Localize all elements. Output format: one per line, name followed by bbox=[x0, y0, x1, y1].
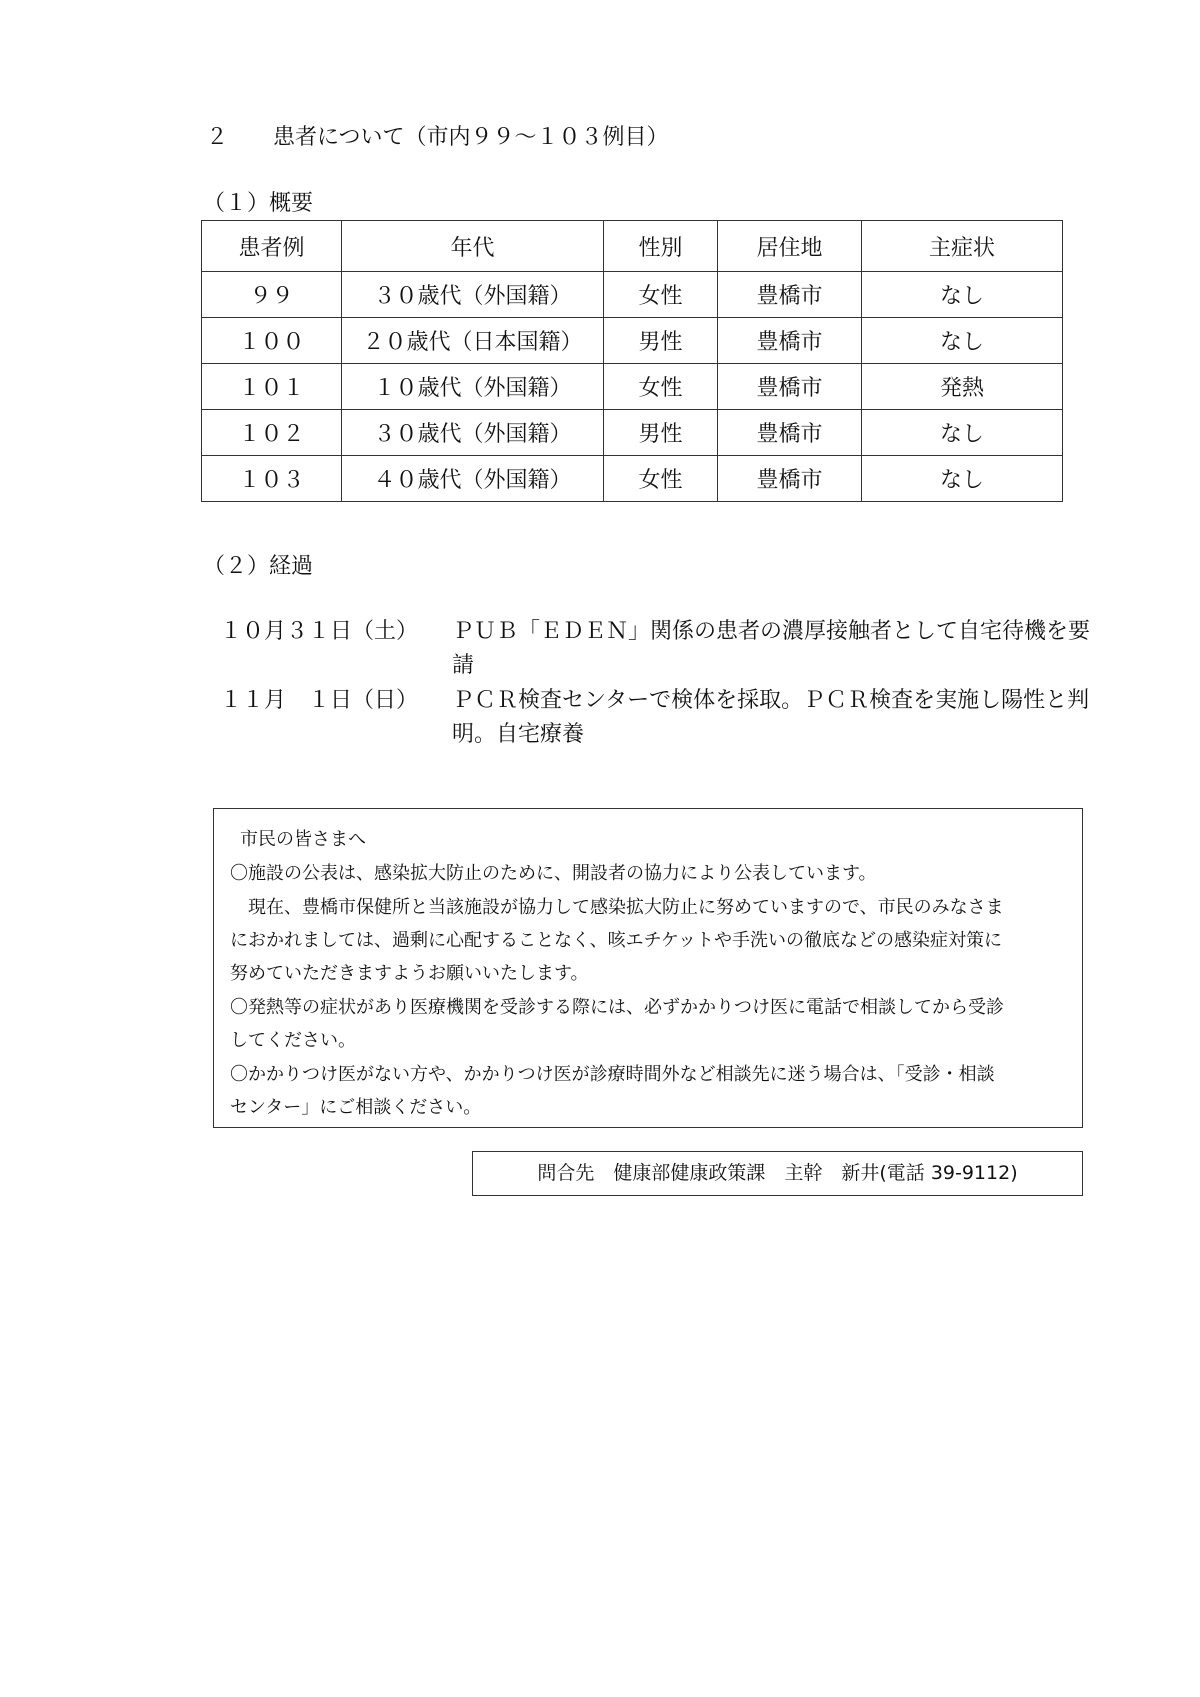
cell-symptom: なし bbox=[862, 318, 1063, 364]
notice-line: 〇かかりつけ医がない方や、かかりつけ医が診療時間外など相談先に迷う場合は、「受診・相談 bbox=[230, 1064, 995, 1085]
column-header-case: 患者例 bbox=[202, 221, 342, 272]
cell-sex: 女性 bbox=[604, 272, 718, 318]
column-header-age: 年代 bbox=[342, 221, 604, 272]
notice-line: 努めていただきますようお願いいたします。 bbox=[230, 963, 589, 984]
column-header-residence: 居住地 bbox=[718, 221, 862, 272]
table-row bbox=[202, 410, 1063, 456]
table-row bbox=[202, 456, 1063, 502]
progress-date: １１月 １日（日） bbox=[220, 688, 419, 713]
table-header-row bbox=[202, 221, 1063, 272]
notice-line: してください。 bbox=[230, 1030, 356, 1051]
table-row bbox=[202, 272, 1063, 318]
cell-residence: 豊橋市 bbox=[718, 272, 862, 318]
overview-heading: （１）概要 bbox=[203, 191, 314, 216]
notice-line: 〇施設の公表は、感染拡大防止のために、開設者の協力により公表しています。 bbox=[230, 863, 877, 884]
cell-case: ９９ bbox=[202, 272, 342, 318]
progress-heading: （２）経過 bbox=[203, 554, 314, 579]
cell-case: １００ bbox=[202, 318, 342, 364]
progress-text: ＰＵＢ「ＥＤＥＮ」関係の患者の濃厚接触者として自宅待機を要請 bbox=[452, 619, 1091, 678]
cell-sex: 男性 bbox=[604, 318, 718, 364]
patients-table bbox=[201, 220, 1063, 502]
cell-age: １０歳代（外国籍） bbox=[342, 364, 604, 410]
cell-sex: 男性 bbox=[604, 410, 718, 456]
cell-age: ３０歳代（外国籍） bbox=[342, 272, 604, 318]
cell-case: １０２ bbox=[202, 410, 342, 456]
table-row bbox=[202, 364, 1063, 410]
notice-line: 現在、豊橋市保健所と当該施設が協力して感染拡大防止に努めていますので、市民のみなさま bbox=[230, 897, 1004, 918]
citizen-notice-box bbox=[213, 808, 1083, 1128]
cell-symptom: なし bbox=[862, 272, 1063, 318]
progress-date: １０月３１日（土） bbox=[220, 619, 419, 644]
table-row bbox=[202, 318, 1063, 364]
cell-age: ２０歳代（日本国籍） bbox=[342, 318, 604, 364]
contact-box: 問合先 健康部健康政策課 主幹 新井(電話 39-9112) bbox=[472, 1151, 1083, 1196]
notice-line: センター」にご相談ください。 bbox=[230, 1097, 482, 1118]
cell-residence: 豊橋市 bbox=[718, 456, 862, 502]
cell-symptom: なし bbox=[862, 410, 1063, 456]
section-title: 患者について（市内９９～１０３例目） bbox=[273, 125, 669, 150]
progress-text: ＰＣＲ検査センターで検体を採取。ＰＣＲ検査を実施し陽性と判明。自宅療養 bbox=[452, 688, 1090, 747]
cell-symptom: なし bbox=[862, 456, 1063, 502]
column-header-symptom: 主症状 bbox=[862, 221, 1063, 272]
notice-line: 〇発熱等の症状があり医療機関を受診する際には、必ずかかりつけ医に電話で相談してから受診 bbox=[230, 997, 1004, 1018]
cell-case: １０３ bbox=[202, 456, 342, 502]
cell-residence: 豊橋市 bbox=[718, 410, 862, 456]
cell-case: １０１ bbox=[202, 364, 342, 410]
cell-residence: 豊橋市 bbox=[718, 364, 862, 410]
cell-age: ３０歳代（外国籍） bbox=[342, 410, 604, 456]
column-header-sex: 性別 bbox=[604, 221, 718, 272]
cell-sex: 女性 bbox=[604, 364, 718, 410]
cell-symptom: 発熱 bbox=[862, 364, 1063, 410]
cell-age: ４０歳代（外国籍） bbox=[342, 456, 604, 502]
cell-residence: 豊橋市 bbox=[718, 318, 862, 364]
cell-sex: 女性 bbox=[604, 456, 718, 502]
notice-title: 市民の皆さまへ bbox=[240, 829, 366, 850]
section-number: ２ bbox=[206, 125, 229, 150]
notice-line: におかれましては、過剰に心配することなく、咳エチケットや手洗いの徹底などの感染症対策に bbox=[230, 930, 1003, 951]
